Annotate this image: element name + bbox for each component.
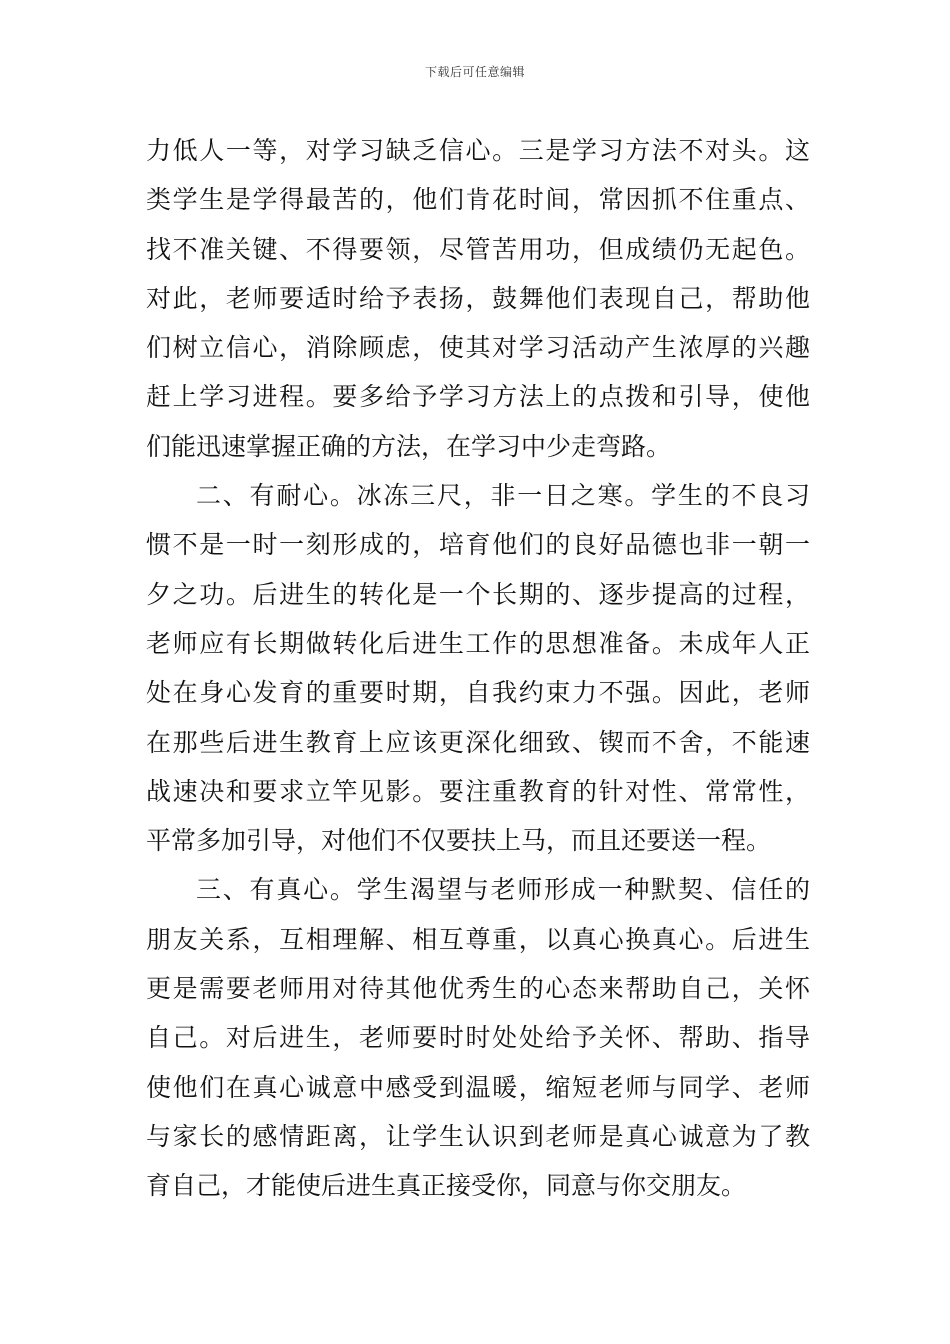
text-line: 们树立信心，消除顾虑，使其对学习活动产生浓厚的兴趣 xyxy=(146,333,810,363)
paragraph-1 xyxy=(146,126,810,471)
text-line: 找不准关键、不得要领，尽管苦用功，但成绩仍无起色。 xyxy=(146,234,810,264)
text-line: 类学生是学得最苦的，他们肯花时间，常因抓不住重点、 xyxy=(146,185,810,215)
document-body xyxy=(146,126,810,1211)
text-line: 战速决和要求立竿见影。要注重教育的针对性、常常性， xyxy=(146,776,810,806)
text-line: 育自己，才能使后进生真正接受你，同意与你交朋友。 xyxy=(146,1171,747,1201)
text-line: 力低人一等，对学习缺乏信心。三是学习方法不对头。这 xyxy=(146,136,810,165)
paragraph-3 xyxy=(146,865,810,1210)
text-line: 自己。对后进生，老师要时时处处给予关怀、帮助、指导 xyxy=(146,1023,810,1053)
text-line: 使他们在真心诚意中感受到温暖，缩短老师与同学、老师 xyxy=(146,1072,810,1102)
text-line: 处在身心发育的重要时期，自我约束力不强。因此，老师 xyxy=(146,678,810,708)
text-line: 三、有真心。学生渴望与老师形成一种默契、信任的 xyxy=(196,875,810,905)
text-line: 平常多加引导，对他们不仅要扶上马，而且还要送一程。 xyxy=(146,826,772,856)
text-line: 在那些后进生教育上应该更深化细致、锲而不舍，不能速 xyxy=(146,727,810,757)
text-line: 们能迅速掌握正确的方法，在学习中少走弯路。 xyxy=(146,431,672,461)
text-line: 赶上学习进程。要多给予学习方法上的点拨和引导，使他 xyxy=(146,382,810,412)
text-line: 二、有耐心。冰冻三尺，非一日之寒。学生的不良习 xyxy=(196,481,810,511)
paragraph-2 xyxy=(146,471,810,865)
text-line: 夕之功。后进生的转化是一个长期的、逐步提高的过程， xyxy=(146,579,810,609)
text-line: 与家长的感情距离，让学生认识到老师是真心诚意为了教 xyxy=(146,1121,810,1151)
text-line: 更是需要老师用对待其他优秀生的心态来帮助自己，关怀 xyxy=(146,974,810,1004)
text-line: 惯不是一时一刻形成的，培育他们的良好品德也非一朝一 xyxy=(146,530,810,560)
text-line: 老师应有长期做转化后进生工作的思想准备。未成年人正 xyxy=(146,628,810,658)
text-line: 对此，老师要适时给予表扬，鼓舞他们表现自己，帮助他 xyxy=(146,283,810,313)
text-line: 朋友关系，互相理解、相互尊重，以真心换真心。后进生 xyxy=(146,924,810,954)
page-header: 下载后可任意编辑 xyxy=(424,65,525,79)
